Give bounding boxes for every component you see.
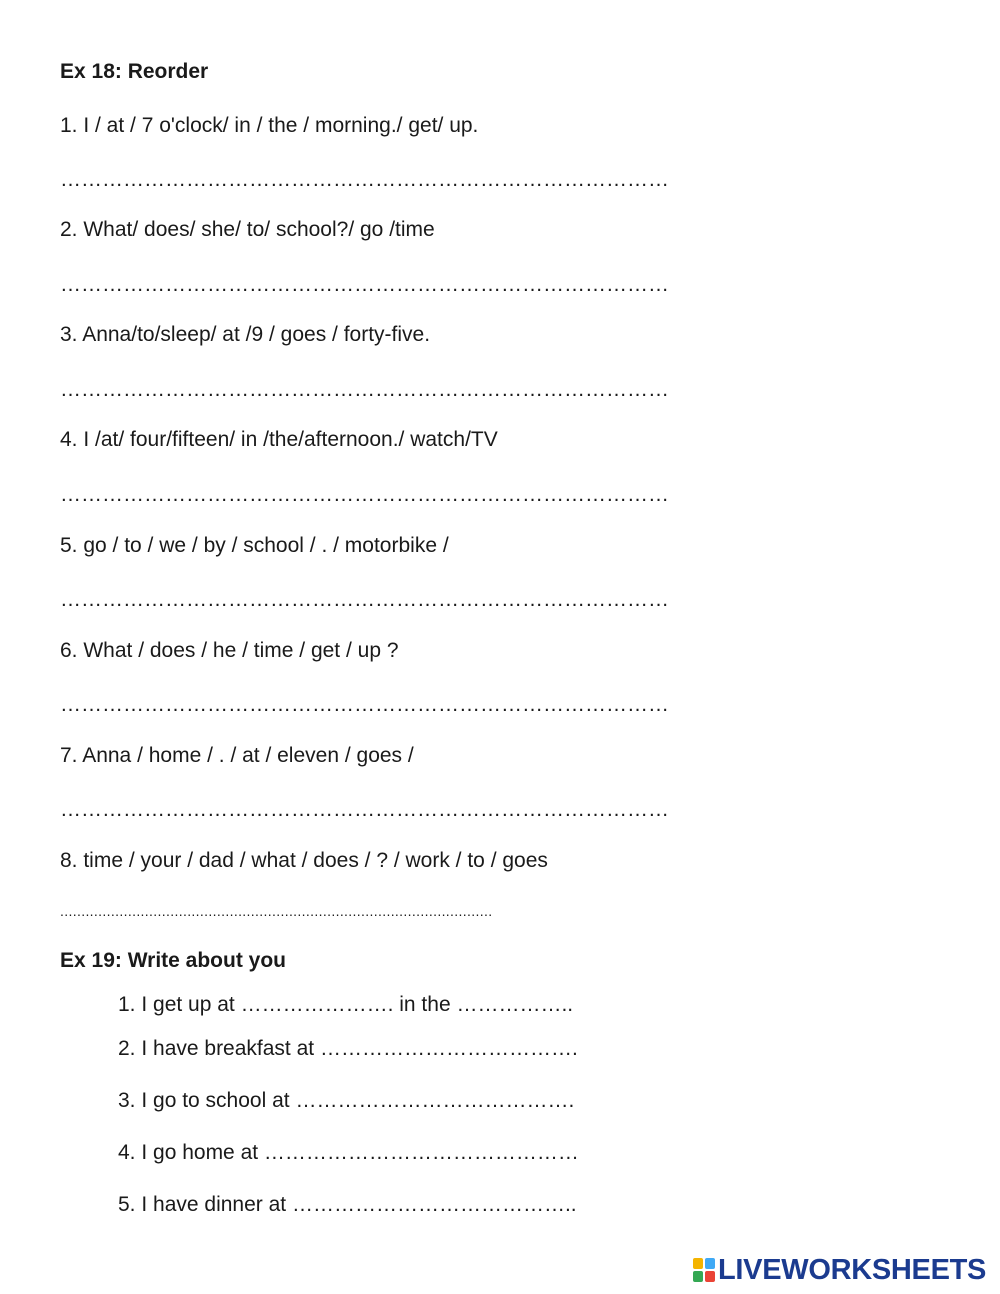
ex18-item-3: 3. Anna/to/sleep/ at /9 / goes / forty-five. <box>60 323 431 346</box>
ex19-item-3[interactable]: 3. I go to school at …………………………………. <box>118 1089 575 1112</box>
answer-line-5[interactable]: …………………………………………………………………………… <box>60 588 669 611</box>
liveworksheets-logo-icon <box>692 1257 716 1283</box>
ex19-item-1[interactable]: 1. I get up at …………………. in the …………….. <box>118 993 574 1016</box>
answer-line-4[interactable]: …………………………………………………………………………… <box>60 483 669 506</box>
answer-line-2[interactable]: …………………………………………………………………………… <box>60 273 669 296</box>
ex18-title: Ex 18: Reorder <box>60 60 209 83</box>
liveworksheets-logo <box>692 1255 986 1285</box>
ex19-title: Ex 19: Write about you <box>60 949 286 972</box>
logo-square-4 <box>705 1271 715 1282</box>
ex18-item-8: 8. time / your / dad / what / does / ? / work / to / goes <box>60 849 548 872</box>
ex19-item-4[interactable]: 4. I go home at ……………………………………… <box>118 1141 579 1164</box>
answer-line-6[interactable]: …………………………………………………………………………… <box>60 693 669 716</box>
answer-line-1[interactable]: …………………………………………………………………………… <box>60 168 669 191</box>
ex18-item-5: 5. go / to / we / by / school / . / motorbike / <box>60 534 449 557</box>
ex19-item-5[interactable]: 5. I have dinner at ………………………………….. <box>118 1193 577 1216</box>
ex19-item-2[interactable]: 2. I have breakfast at ………………………………. <box>118 1037 578 1060</box>
answer-line-3[interactable]: …………………………………………………………………………… <box>60 378 669 401</box>
ex18-item-7: 7. Anna / home / . / at / eleven / goes / <box>60 744 414 767</box>
ex18-item-6: 6. What / does / he / time / get / up ? <box>60 639 399 662</box>
logo-square-1 <box>693 1258 703 1269</box>
logo-square-2 <box>705 1258 715 1269</box>
ex18-item-4: 4. I /at/ four/fifteen/ in /the/afternoon./ watch/TV <box>60 428 498 451</box>
answer-line-7[interactable]: …………………………………………………………………………… <box>60 798 669 821</box>
answer-line-8[interactable]: ...................................................................................................... <box>60 903 493 919</box>
ex18-item-1: 1. I / at / 7 o'clock/ in / the / morning./ get/ up. <box>60 114 479 137</box>
liveworksheets-logo-text: LIVEWORKSHEETS <box>718 1253 987 1286</box>
logo-square-3 <box>693 1271 703 1282</box>
ex18-item-2: 2. What/ does/ she/ to/ school?/ go /time <box>60 218 435 241</box>
